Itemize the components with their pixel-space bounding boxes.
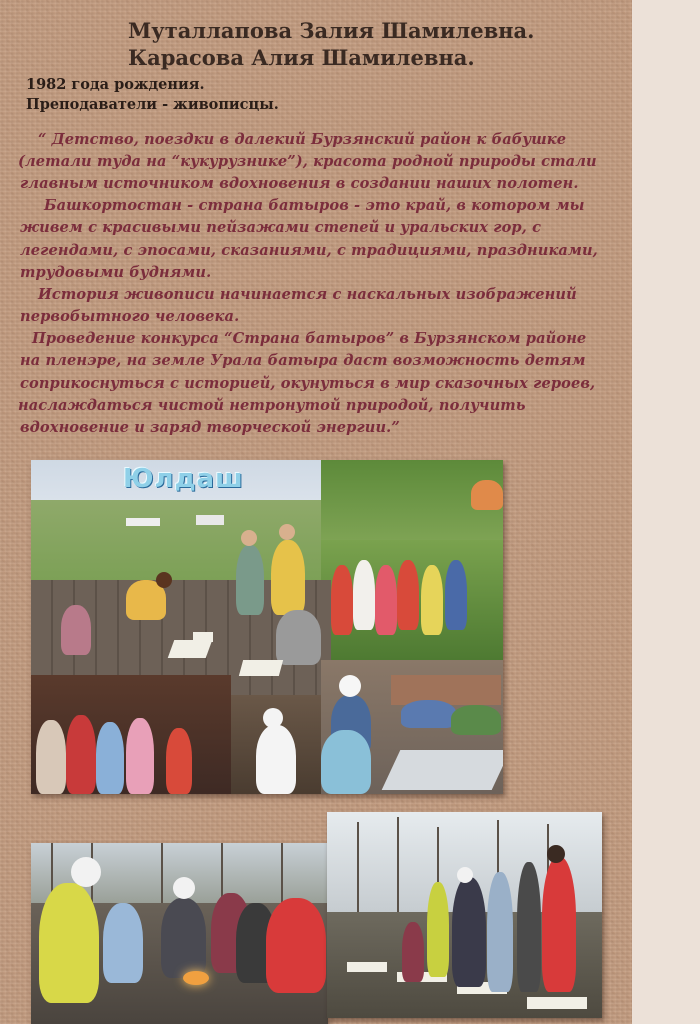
quote-line: легендами, с эпосами, сказаниями, с традициями, праздниками,: [20, 242, 598, 259]
person: [61, 605, 91, 655]
person: [103, 903, 143, 983]
paper-sheet: [193, 632, 213, 642]
quote-line: Башкортостан - страна батыров - это край, в котором мы: [44, 197, 585, 214]
person: [39, 883, 99, 1003]
person: [236, 545, 264, 615]
person: [161, 898, 206, 978]
campfire-photo: [31, 843, 328, 1024]
quote-line: на пленэре, на земле Урала батыра даст возможность детям: [20, 352, 586, 369]
author-name-1: Муталлапова Залия Шамилевна.: [128, 18, 535, 43]
person: [452, 877, 486, 987]
person: [353, 560, 375, 630]
person: [471, 480, 503, 510]
quote-line: трудовыми буднями.: [20, 264, 212, 281]
paper-sheet: [382, 750, 503, 790]
quote-line: главным источником вдохновения в создании наших полотен.: [20, 175, 579, 192]
person-head: [263, 708, 283, 728]
person: [266, 898, 326, 993]
paper-sheet: [527, 997, 587, 1009]
quote-line: вдохновение и заряд творческой энергии.”: [20, 419, 400, 436]
quote-line: наслаждаться чистой нетронутой природой, получить: [18, 397, 526, 414]
person: [421, 565, 443, 635]
person: [96, 722, 124, 794]
right-margin: [632, 0, 700, 1024]
person: [256, 725, 296, 794]
distant-building: [196, 515, 224, 525]
quote-line: живем с красивыми пейзажами степей и уральских гор, с: [20, 219, 542, 236]
quote-line: (летали туда на “кукурузнике”), красота родной природы стали: [18, 153, 597, 170]
person: [397, 560, 419, 630]
plein-air-photo: [327, 812, 602, 1018]
quote-line: первобытного человека.: [20, 308, 240, 325]
collage-caption: Юлдаш: [123, 464, 244, 494]
person: [331, 565, 353, 635]
birth-year: 1982 года рождения.: [26, 76, 205, 93]
quote-line: соприкоснуться с историей, окунуться в мир сказочных героев,: [20, 375, 596, 392]
person: [517, 862, 541, 992]
person-head: [547, 845, 565, 863]
person: [66, 715, 96, 794]
person-head: [156, 572, 172, 588]
campfire-flame: [183, 971, 209, 985]
paper-sheet: [347, 962, 387, 972]
wooden-house: [391, 675, 501, 705]
person: [487, 872, 513, 992]
author-name-2: Карасова Алия Шамилевна.: [128, 45, 475, 70]
person: [445, 560, 467, 630]
person: [542, 857, 576, 992]
person-head: [241, 530, 257, 546]
paper-sheet: [239, 660, 283, 676]
person: [321, 730, 371, 794]
distant-building: [126, 518, 160, 526]
person: [126, 718, 154, 794]
camp-collage-photo: [31, 460, 503, 794]
person-head: [71, 857, 101, 887]
person: [402, 922, 424, 982]
quote-line: “ Детство, поездки в далекий Бурзянский район к бабушке: [38, 131, 567, 148]
person: [276, 610, 321, 665]
person-head: [339, 675, 361, 697]
person: [36, 720, 66, 794]
person-head: [457, 867, 473, 883]
person: [401, 700, 456, 728]
person: [427, 882, 449, 977]
person-head: [173, 877, 195, 899]
paper-sheet: [168, 640, 213, 658]
quote-line: История живописи начинается с наскальных изображений: [38, 286, 577, 303]
person: [451, 705, 501, 735]
profession: Преподаватели - живописцы.: [26, 96, 279, 113]
person: [166, 728, 192, 794]
quote-line: Проведение конкурса “Страна батыров” в Бурзянском районе: [32, 330, 587, 347]
person-head: [279, 524, 295, 540]
person: [271, 540, 305, 615]
person: [375, 565, 397, 635]
